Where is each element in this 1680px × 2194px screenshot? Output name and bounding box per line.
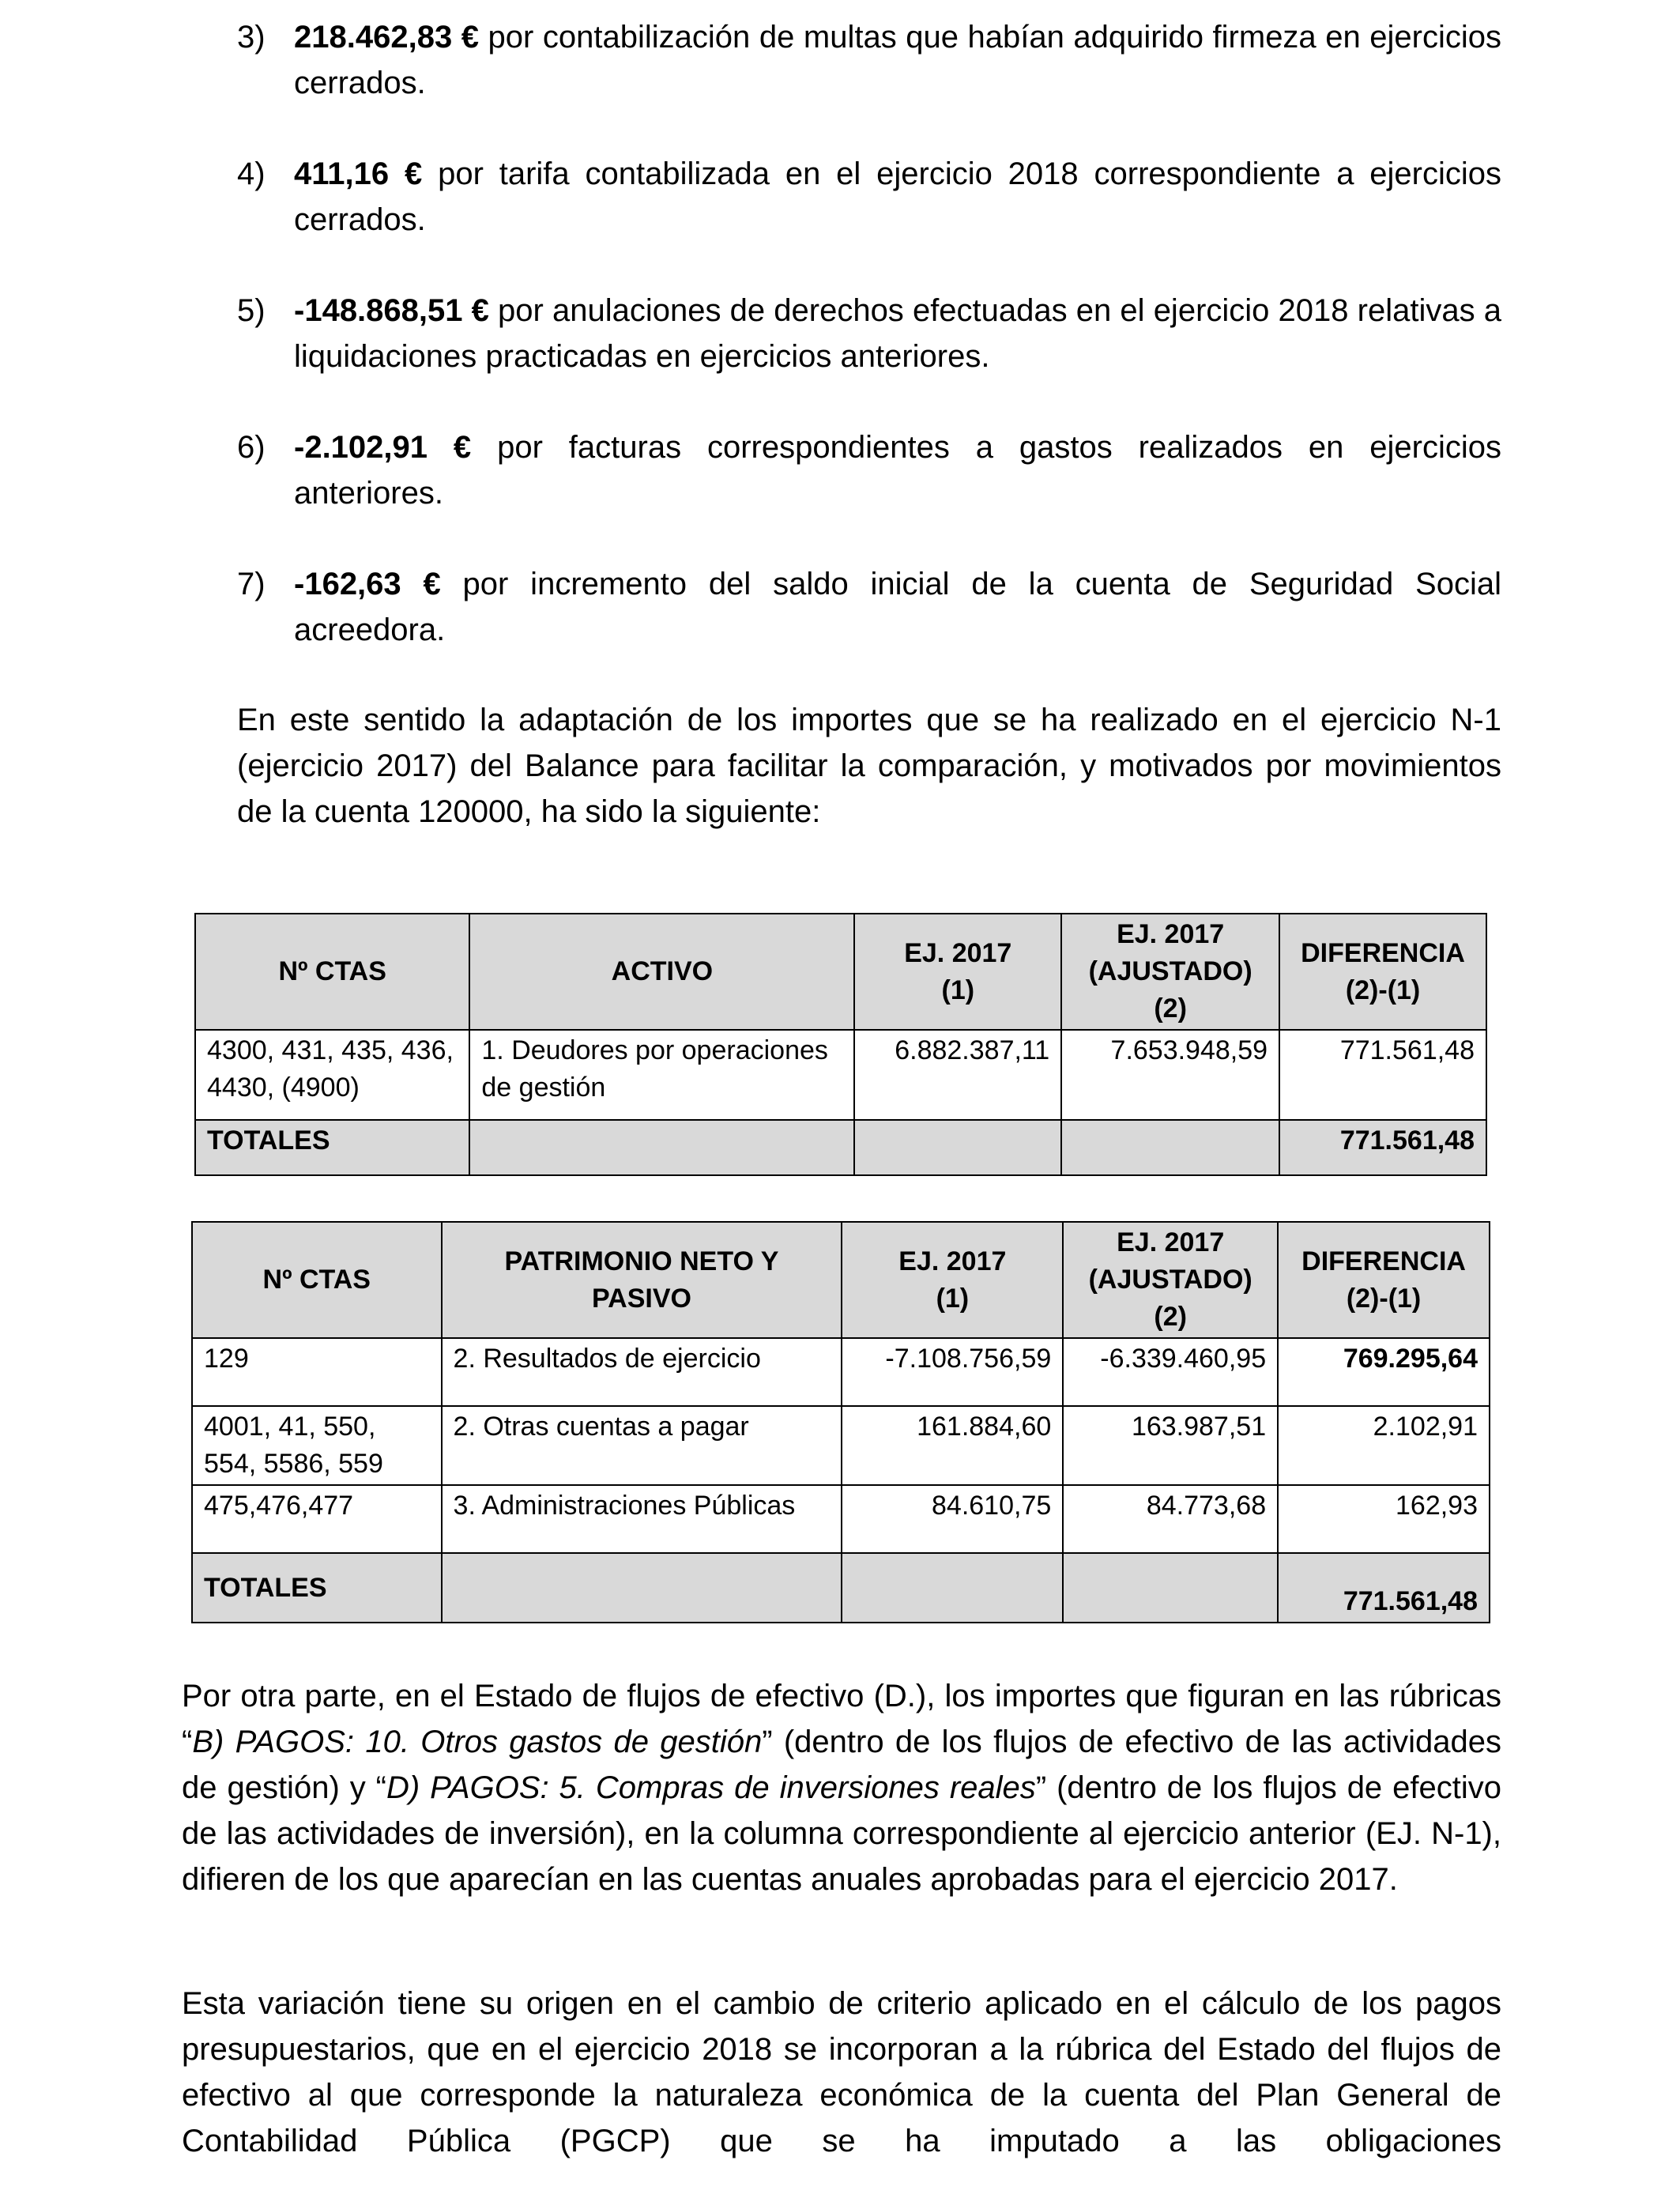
cell-value-2: 7.653.948,59 [1061, 1030, 1279, 1120]
table-header-row [195, 914, 1486, 1030]
header-cell: EJ. 2017 (AJUSTADO) (2) [1061, 914, 1279, 1030]
cell-concept: 2. Otras cuentas a pagar [442, 1406, 842, 1485]
totals-empty [469, 1120, 854, 1175]
cell-difference: 769.295,64 [1278, 1338, 1490, 1406]
totals-row [192, 1553, 1490, 1623]
item-number: 7) [237, 567, 266, 601]
cell-difference: 771.561,48 [1279, 1030, 1486, 1120]
item-amount: -162,63 € [294, 567, 441, 601]
item-number: 6) [237, 430, 266, 465]
item-amount: 411,16 € [294, 156, 423, 191]
cash-flow-paragraph [182, 1673, 1501, 1902]
list-item-6 [237, 424, 1501, 516]
header-cell: DIFERENCIA (2)-(1) [1279, 914, 1486, 1030]
totals-empty [1063, 1553, 1278, 1623]
header-cell: DIFERENCIA (2)-(1) [1278, 1222, 1490, 1338]
header-cell: EJ. 2017 (1) [854, 914, 1061, 1030]
totals-label: TOTALES [192, 1553, 442, 1623]
totals-value: 771.561,48 [1278, 1553, 1490, 1623]
cell-value-2: 163.987,51 [1063, 1406, 1278, 1485]
cell-value-1: 161.884,60 [842, 1406, 1063, 1485]
paragraph-text: Por otra parte, en el Estado de flujos de efectivo (D.), los importes que figuran en las rúbricas “ [182, 1679, 1501, 1759]
item-number: 5) [237, 293, 266, 328]
cell-value-1: 6.882.387,11 [854, 1030, 1061, 1120]
totals-empty [442, 1553, 842, 1623]
table-row [192, 1338, 1490, 1406]
item-number: 3) [237, 20, 266, 55]
header-cell: PATRIMONIO NETO Y PASIVO [442, 1222, 842, 1338]
header-cell: EJ. 2017 (AJUSTADO) (2) [1063, 1222, 1278, 1338]
item-text: por facturas correspondientes a gastos realizados en ejercicios anteriores. [294, 430, 1501, 511]
table-row [195, 1030, 1486, 1120]
totals-row [195, 1120, 1486, 1175]
cell-accounts: 129 [192, 1338, 442, 1406]
item-amount: -148.868,51 € [294, 293, 489, 328]
cell-accounts: 4001, 41, 550, 554, 5586, 559 [192, 1406, 442, 1485]
cell-accounts: 475,476,477 [192, 1485, 442, 1553]
cell-accounts: 4300, 431, 435, 436, 4430, (4900) [195, 1030, 469, 1120]
totals-empty [1061, 1120, 1279, 1175]
criteria-paragraph: Esta variación tiene su origen en el cambio de criterio aplicado en el cálculo de los pagos presupuestarios, que en el ejercicio 2018 se incorporan a la rúbrica del Estado del flujos de efectivo al que corresponde la naturaleza económica de la cuenta del Plan General de Contabilidad Pública (PGCP) que se ha imputado a las obligaciones [182, 1986, 1501, 2158]
header-cell: Nº CTAS [192, 1222, 442, 1338]
rubric-name: B) PAGOS: 10. Otros gastos de gestión [192, 1725, 763, 1759]
item-text: por incremento del saldo inicial de la cuenta de Seguridad Social acreedora. [294, 567, 1501, 647]
rubric-name: D) PAGOS: 5. Compras de inversiones reales [386, 1770, 1036, 1805]
item-amount: -2.102,91 € [294, 430, 472, 465]
item-text: por anulaciones de derechos efectuadas en el ejercicio 2018 relativas a liquidaciones practicadas en ejercicios anteriores. [294, 293, 1501, 374]
list-item-7 [237, 561, 1501, 653]
item-amount: 218.462,83 € [294, 20, 479, 55]
item-text: por tarifa contabilizada en el ejercicio 2018 correspondiente a ejercicios cerrados. [294, 156, 1502, 237]
paragraph-text: ” (dentro de los flujos de efectivo de las actividades de gestión) y “ [182, 1725, 1501, 1805]
totals-label: TOTALES [195, 1120, 469, 1175]
list-item-5 [237, 288, 1501, 379]
table-row [192, 1406, 1490, 1485]
totals-empty [842, 1553, 1063, 1623]
cell-value-2: -6.339.460,95 [1063, 1338, 1278, 1406]
cell-value-1: -7.108.756,59 [842, 1338, 1063, 1406]
intro-paragraph: En este sentido la adaptación de los importes que se ha realizado en el ejercicio N-1 (ejercicio 2017) del Balance para facilitar la comparación, y motivados por movimientos de la cuenta 120000, ha sido la siguiente: [237, 703, 1501, 829]
header-cell: Nº CTAS [195, 914, 469, 1030]
table-activo [194, 913, 1487, 1176]
totals-empty [854, 1120, 1061, 1175]
table-header-row [192, 1222, 1490, 1338]
item-number: 4) [237, 156, 266, 191]
cell-concept: 1. Deudores por operaciones de gestión [469, 1030, 854, 1120]
header-cell: ACTIVO [469, 914, 854, 1030]
cell-concept: 3. Administraciones Públicas [442, 1485, 842, 1553]
list-item-4 [237, 151, 1501, 243]
table-row [192, 1485, 1490, 1553]
cell-value-2: 84.773,68 [1063, 1485, 1278, 1553]
cell-value-1: 84.610,75 [842, 1485, 1063, 1553]
totals-value: 771.561,48 [1279, 1120, 1486, 1175]
cell-difference: 2.102,91 [1278, 1406, 1490, 1485]
paragraph-text: ” (dentro de los flujos de efectivo de las actividades de inversión), en la columna correspondiente al ejercicio anterior (EJ. N-1), difieren de los que aparecían en las cuentas anuales aprobadas para el ejercicio 2017. [182, 1770, 1501, 1897]
table-patrimonio-pasivo [191, 1221, 1490, 1623]
list-item-3 [237, 14, 1501, 106]
header-cell: EJ. 2017 (1) [842, 1222, 1063, 1338]
cell-concept: 2. Resultados de ejercicio [442, 1338, 842, 1406]
cell-difference: 162,93 [1278, 1485, 1490, 1553]
item-text: por contabilización de multas que habían adquirido firmeza en ejercicios cerrados. [294, 20, 1501, 100]
